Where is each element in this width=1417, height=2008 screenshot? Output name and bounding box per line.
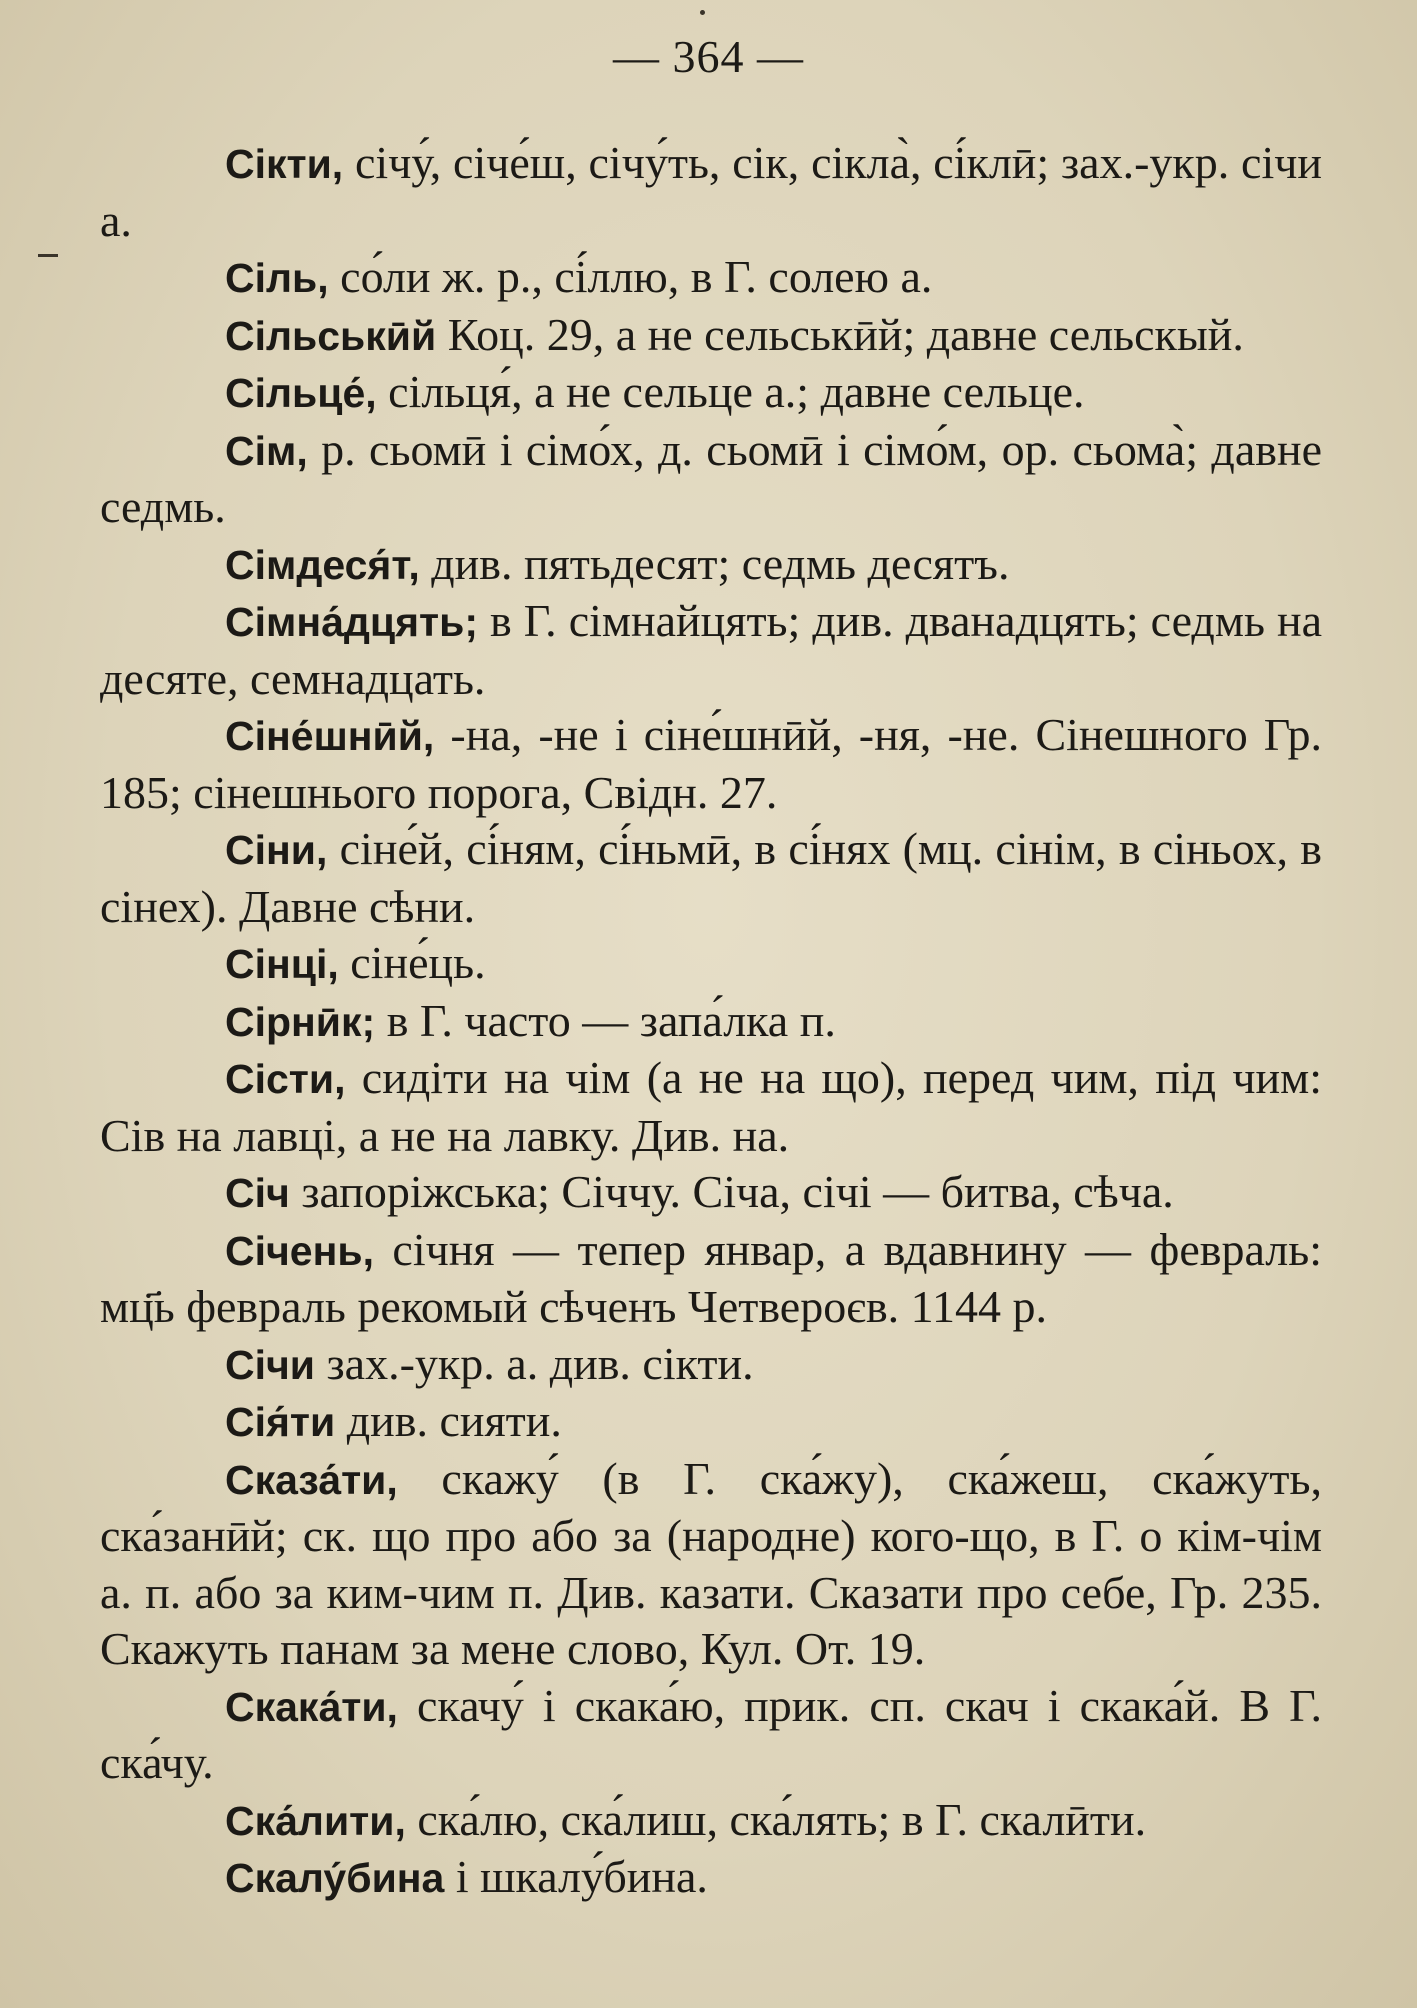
entry-text: сільця́, а не сельце а.; давне сельце. (376, 366, 1085, 417)
entry-sichy (100, 1336, 1322, 1394)
headword: Сільце́, (225, 370, 377, 416)
entry-text: скачу́ і скака́ю, прик. сп. скач і скака́й. В Г. ска́чу. (100, 1679, 1322, 1788)
headword: Сісти, (225, 1056, 346, 1102)
headword: Сім, (225, 427, 308, 474)
headword: Сіль, (225, 255, 329, 301)
entry-simnadtsiat (100, 593, 1322, 707)
entry-skalyty (100, 1792, 1322, 1850)
entry-sichen (100, 1222, 1322, 1336)
page-number: — 364 — (613, 31, 804, 82)
entry-text: січу́, січе́ш, січу́ть, сік, сікла̀, сі́клӣ; зах.-укр. січи а. (100, 137, 1322, 246)
entry-sirnyk (100, 993, 1322, 1051)
entry-text: -на, -не і сіне́шнӣй, -ня, -не. Сінешного Гр. 185; сінешнього порога, Свідн. 27. (100, 709, 1322, 818)
entry-sil (100, 249, 1322, 307)
entry-sisty (100, 1050, 1322, 1164)
entry-skakaty (100, 1678, 1322, 1792)
entry-siltse (100, 364, 1322, 422)
margin-mark (38, 254, 58, 257)
headword: Січень, (225, 1227, 374, 1274)
headword: Сіни, (225, 827, 328, 873)
entry-text: зах.-укр. а. див. сікти. (315, 1337, 754, 1389)
headword: Сімна́дцять; (225, 599, 478, 645)
headword: Січи (225, 1341, 316, 1388)
entry-sintsi (100, 935, 1322, 993)
headword: Сікти, (225, 141, 344, 187)
entry-siny (100, 821, 1322, 935)
headword: Сірнӣк; (225, 998, 376, 1045)
headword: Сінці, (225, 941, 339, 987)
entry-text: ска́лю, ска́лиш, ска́лять; в Г. скалӣти. (405, 1793, 1147, 1845)
entry-siiaty (100, 1393, 1322, 1451)
entry-silskyi (100, 307, 1322, 365)
headword: Сказа́ти, (225, 1456, 398, 1503)
entry-text: сіне́й, сі́ням, сі́ньмӣ, в сі́нях (мц. сінім, в сіньох, в сінех). Давне сѣни. (100, 823, 1322, 932)
entry-sikty (100, 135, 1322, 249)
entry-text: і шкалу́бина. (444, 1851, 708, 1902)
entry-text: р. сьомӣ і сімо́х, д. сьомӣ і сімо́м, ор. сьома̀; давне седмь. (100, 423, 1322, 532)
entry-sim (100, 422, 1322, 536)
headword: Скака́ти, (225, 1683, 398, 1730)
entry-text: сидіти на чім (а не на що), перед чим, під чим: Сів на лавці, а не на лавку. Див. на. (100, 1052, 1322, 1161)
headword: Сія́ти (225, 1399, 336, 1445)
print-speck (700, 10, 705, 15)
entry-text: в Г. сімнайцять; див. дванадцять; седмь на десяте, семнадцать. (100, 595, 1322, 704)
entry-text: див. пятьдесят; седмь десятъ. (419, 537, 1010, 589)
entry-text: запоріжська; Січчу. Січа, січі — битва, сѣча. (289, 1166, 1174, 1217)
entry-text: со́ли ж. р., сі́ллю, в Г. солею а. (328, 251, 933, 302)
headword: Ска́лити, (225, 1797, 406, 1844)
headword: Січ (225, 1170, 290, 1216)
headword: Скалу́бина (225, 1855, 445, 1901)
entry-text: сіне́ць. (338, 937, 486, 988)
headword: Сімдеся́т, (225, 541, 420, 588)
dictionary-text (100, 135, 1322, 1907)
entry-text: див. сияти. (335, 1395, 562, 1446)
entry-text: Коц. 29, а не сельськӣй; давне сельскый. (436, 308, 1244, 360)
entry-skazaty (100, 1451, 1322, 1678)
entry-text: січня — тепер январ, а вдавнину — февраль: мц҃ь февраль рекомый сѣченъ Четвероєв. 1144 р. (100, 1223, 1322, 1332)
entry-sich (100, 1164, 1322, 1222)
entry-skalubyna (100, 1849, 1322, 1907)
entry-simdesiat (100, 536, 1322, 594)
headword: Сіне́шнӣй, (225, 713, 435, 759)
entry-text: в Г. часто — запа́лка п. (375, 994, 836, 1046)
entry-sineshnyi (100, 707, 1322, 821)
entry-text: скажу́ (в Г. ска́жу), ска́жеш, ска́жуть, ска́занӣй; ск. що про або за (народне) кого-що, в Г. о кім-чім а. п. або за ким-чим п. Див. казати. Сказати про себе, Гр. 235. Скажуть панам за мене слово, Кул. От. 19. (100, 1452, 1322, 1674)
headword: Сільськӣй (225, 312, 437, 359)
